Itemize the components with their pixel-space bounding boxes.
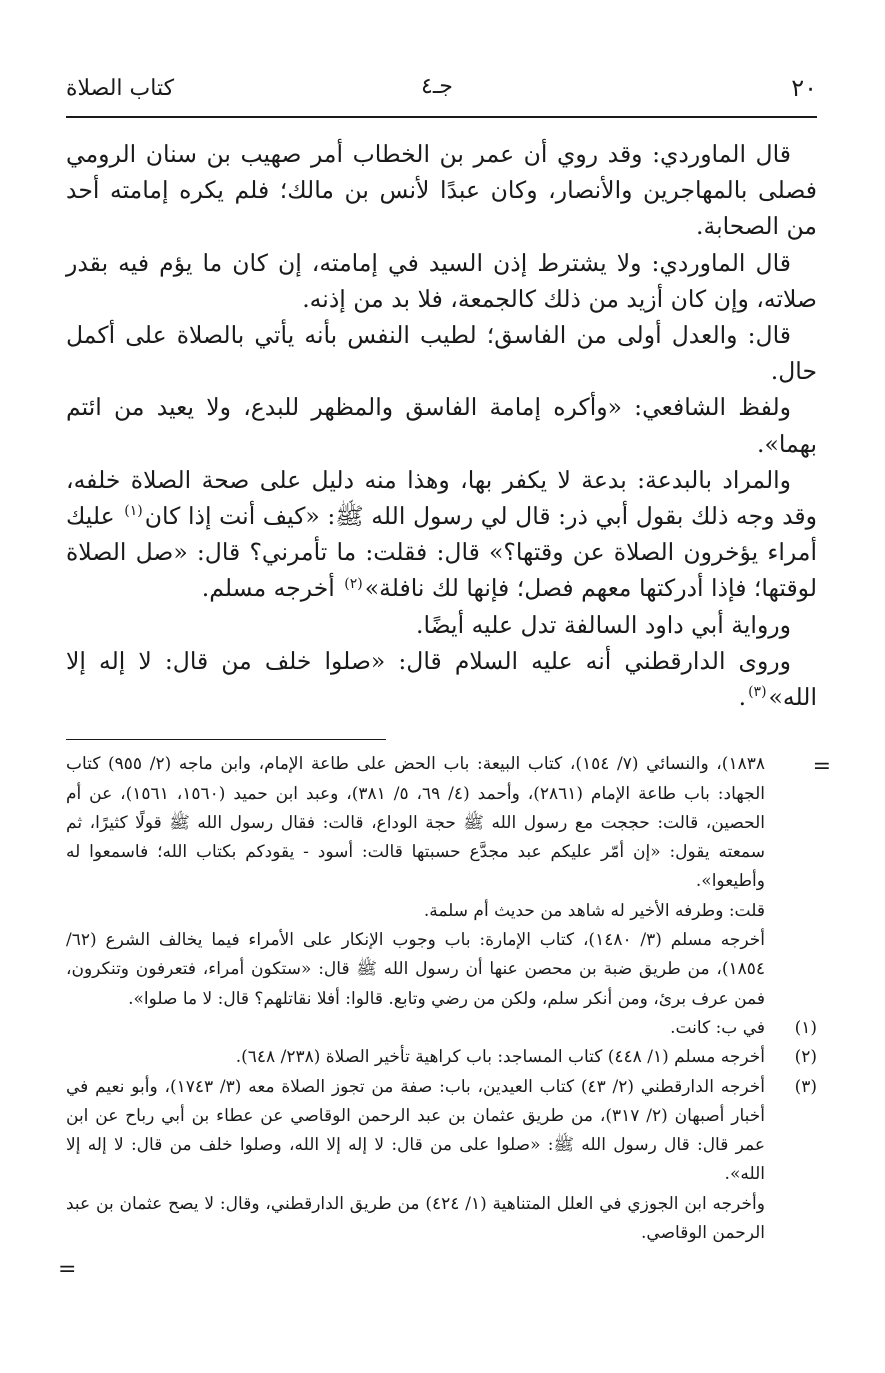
footnote-paragraph: في ب: كانت. (670, 1017, 765, 1038)
footnote-ref-3[interactable]: (٣) (748, 684, 767, 701)
paragraph: قال الماوردي: وقد روي أن عمر بن الخطاب أمر صهيب بن سنان الرومي فصلى بالمهاجرين والأنصار، وكان عبدًا لأنس بن مالك؛ فلم يكره إمامته أحد من الصحابة. (66, 140, 817, 241)
footnote-2 (66, 1043, 817, 1072)
footnotes (66, 750, 831, 1248)
footnote-label: (٢) (794, 1047, 817, 1068)
footnote-continuation (66, 750, 831, 1014)
footnote-ref-1[interactable]: (١) (124, 503, 143, 520)
footnote-3 (66, 1073, 817, 1249)
main-text (66, 136, 817, 715)
book-title: كتاب الصلاة (66, 76, 175, 101)
footnote-paragraph: ١٨٣٨)، والنسائي (٧/ ١٥٤)، كتاب البيعة: باب الحض على طاعة الإمام، وابن ماجه (٢/ ٩٥٥) كتاب الجهاد: باب طاعة الإمام (٢٨٦١)، وأحمد (٤/ ٦٩، ٥/ ٣٨١)، وعبد ابن حميد (١٥٦٠، ١٥٦١)، عن أم الحصين، قالت: حججت مع رسول الله ﷺ حجة الوداع، قالت: فقال رسول الله ﷺ قولًا كثيرًا، ثم سمعته يقول: «إن أمّر عليكم عبد مجدَّع حسبتها قالت: أسود - يقودكم بكتاب الله؛ فاسمعوا له وأطيعوا». (66, 754, 765, 892)
paragraph: ورواية أبي داود السالفة تدل عليه أيضًا. (416, 610, 791, 639)
footnote-label: (٣) (794, 1076, 817, 1097)
footnote-1 (66, 1014, 817, 1043)
footnote-separator (66, 739, 386, 740)
continuation-mark: = (812, 754, 831, 780)
header-rule (66, 116, 817, 118)
volume-label: جـ٤ (421, 74, 453, 99)
document-page (58, 70, 831, 1350)
footnote-paragraph: أخرجه الدارقطني (٢/ ٤٣) كتاب العيدين، باب: صفة من تجوز الصلاة معه (٣/ ١٧٤٣)، وأبو نعيم في أخبار أصبهان (٢/ ٣١٧)، من طريق عثمان بن عبد الرحمن الوقاصي عن عطاء بن أبي رباح عن ابن عمر قال: قال رسول الله ﷺ: «صلوا على من قال: لا إله إلا الله، وصلوا خلف من قال: لا إله إلا الله». (66, 1076, 765, 1185)
footnote-paragraph: قلت: وطرفه الأخير له شاهد من حديث أم سلمة. (423, 900, 765, 921)
paragraph: والمراد بالبدعة: بدعة لا يكفر بها، وهذا منه دليل على صحة الصلاة خلفه، وقد وجه ذلك بقول أبي ذر: قال لي رسول الله ﷺ: «كيف أنت إذا كان$^{(١)}$ عليك أمراء يؤخرون الصلاة عن وقتها؟» قال: فقلت: ما تأمرني؟ قال: «صل الصلاة لوقتها؛ فإذا أدركتها معهم فصل؛ فإنها لك نافلة»$^{(٢)}$ أخرجه مسلم. (66, 465, 817, 603)
page-header (66, 70, 817, 114)
page-number: ٢٠ (791, 74, 817, 102)
footnote-ref-2[interactable]: (٢) (344, 575, 363, 592)
footnote-paragraph: وأخرجه ابن الجوزي في العلل المتناهية (١/ ٤٢٤) من طريق الدارقطني، وقال: لا يصح عثمان بن عبد الرحمن الوقاصي. (66, 1193, 765, 1243)
paragraph: ولفظ الشافعي: «وأكره إمامة الفاسق والمظهر للبدع، ولا يعيد من ائتم بهما». (66, 393, 817, 458)
paragraph: وروى الدارقطني أنه عليه السلام قال: «صلوا خلف من قال: لا إله إلا الله»$^{(٣)}$. (66, 646, 817, 712)
continuation-end-mark: = (58, 1257, 77, 1282)
paragraph: قال: والعدل أولى من الفاسق؛ لطيب النفس بأنه يأتي بالصلاة على أكمل حال. (66, 321, 817, 386)
footnote-paragraph: أخرجه مسلم (١/ ٤٤٨) كتاب المساجد: باب كراهية تأخير الصلاة (٢٣٨/ ٦٤٨). (235, 1047, 765, 1068)
footnote-paragraph: أخرجه مسلم (٣/ ١٤٨٠)، كتاب الإمارة: باب وجوب الإنكار على الأمراء فيما يخالف الشرع (٦٢/ ١٨٥٤)، من طريق ضبة بن محصن عنها أن رسول الله ﷺ قال: «ستكون أمراء، فتعرفون وتنكرون، فمن عرف برئ، ومن أنكر سلم، ولكن من رضي وتابع. قالوا: أفلا نقاتلهم؟ قال: لا ما صلوا». (66, 930, 766, 1009)
footnote-label: (١) (794, 1017, 817, 1038)
paragraph: قال الماوردي: ولا يشترط إذن السيد في إمامته، إن كان ما يؤم فيه بقدر صلاته، وإن كان أزيد من ذلك كالجمعة، فلا بد من إذنه. (66, 248, 817, 313)
